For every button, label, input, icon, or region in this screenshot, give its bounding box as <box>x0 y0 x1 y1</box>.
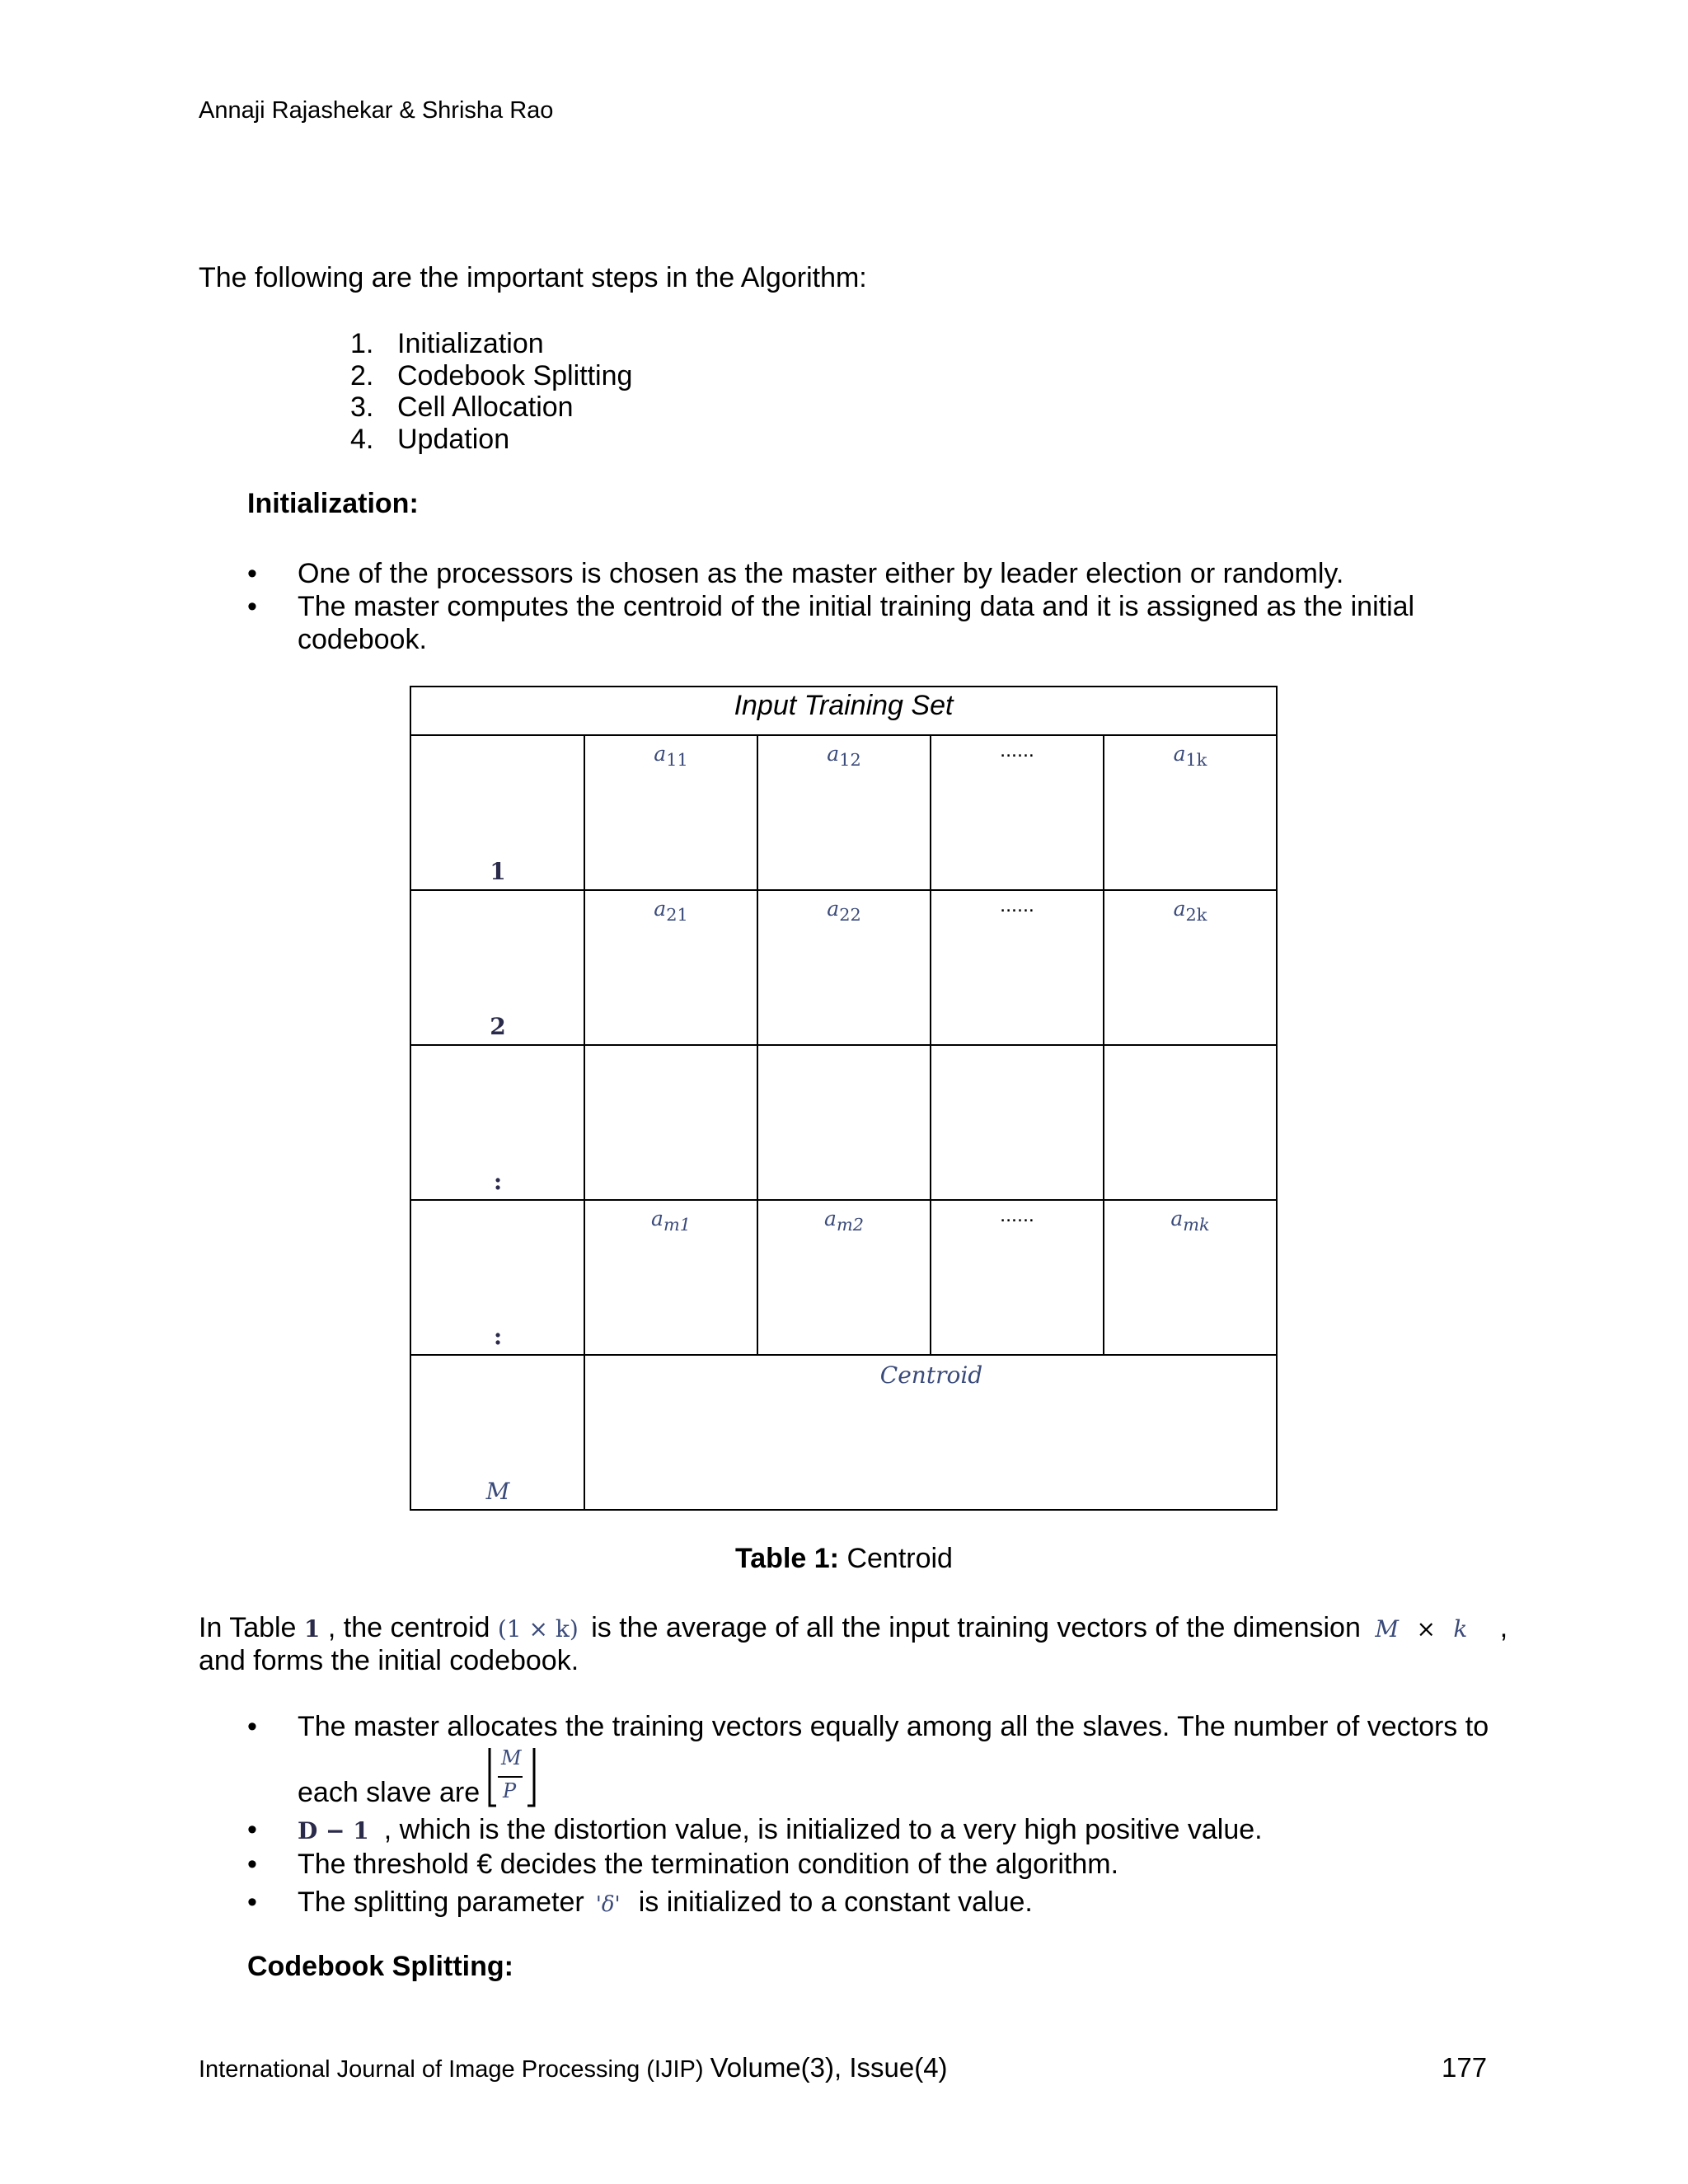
running-header: Annaji Rajashekar & Shrisha Rao <box>199 97 554 124</box>
step-item: 4. Updation <box>350 423 510 455</box>
row-label: M <box>485 1478 510 1505</box>
table-cell: ...... <box>1000 1203 1034 1226</box>
table-rule <box>930 734 931 1354</box>
bullet-item: • The splitting parameter 'δ' is initialized to a constant value. <box>247 1886 1033 1918</box>
intro-text: The following are the important steps in the Algorithm: <box>199 262 867 293</box>
distortion-bullets <box>247 1813 1263 1921</box>
table-cell: $a_{2k}$ <box>1173 897 1207 925</box>
bullet-icon: • <box>247 1711 257 1742</box>
table-caption: Table 1: Centroid <box>735 1543 953 1574</box>
table-cell: $a_{m2}$ <box>824 1207 864 1235</box>
fraction-numerator: M <box>501 1746 522 1769</box>
initialization-heading: Initialization: <box>247 488 419 519</box>
input-training-set-table <box>410 686 1278 1511</box>
table-rule <box>1103 734 1104 1354</box>
bullet-continuation: each slave are <box>298 1777 481 1808</box>
bullet-icon: • <box>247 1814 257 1845</box>
table-cell: $a_{1k}$ <box>1173 742 1207 770</box>
table-cell: $a_{22}$ <box>827 897 861 925</box>
table-cell: $a_{mk}$ <box>1170 1207 1210 1235</box>
table-rule <box>411 1354 1276 1356</box>
table-rule <box>411 734 1276 736</box>
table-rule <box>411 1044 1276 1046</box>
row-label: 1 <box>490 858 506 885</box>
bullet-icon: • <box>247 1886 257 1918</box>
fraction-denominator: P <box>503 1779 517 1802</box>
page-number: 177 <box>1442 2052 1488 2083</box>
table-cell: $a_{21}$ <box>654 897 688 925</box>
row-label: : <box>493 1323 503 1350</box>
floor-fraction <box>485 1745 539 1809</box>
step-item: 1. Initialization <box>350 328 544 359</box>
bullet-item: • One of the processors is chosen as the master either by leader election or randomly. <box>247 558 1344 589</box>
bullet-icon: • <box>247 591 257 622</box>
paragraph-line: In Table 1 , the centroid (1 × k) is the average of all the input training vectors of the dimension M × k , <box>199 1612 1508 1643</box>
row-label: : <box>493 1168 503 1195</box>
bullet-item: • The master computes the centroid of the initial training data and it is assigned as the initial <box>247 591 1415 622</box>
step-item: 3. Cell Allocation <box>350 391 574 423</box>
codebook-splitting-heading: Codebook Splitting: <box>247 1951 513 1982</box>
footer-journal: International Journal of Image Processing (IJIP) Volume(3), Issue(4) <box>199 2052 948 2083</box>
allocation-bullets <box>247 1710 1489 1743</box>
table-rule <box>411 1199 1276 1201</box>
table-cell: ...... <box>1000 738 1034 762</box>
initialization-bullets <box>247 557 1414 656</box>
table-rule <box>757 734 758 1354</box>
bullet-icon: • <box>247 558 257 589</box>
row-label: 2 <box>490 1013 506 1040</box>
bullet-item: • The master allocates the training vectors equally among all the slaves. The number of vectors to <box>247 1711 1489 1742</box>
table-cell: ...... <box>1000 893 1034 916</box>
table-title: Input Training Set <box>734 690 954 721</box>
table-rule <box>584 734 585 1511</box>
paragraph-line: and forms the initial codebook. <box>199 1645 579 1676</box>
bullet-continuation: codebook. <box>298 624 427 655</box>
centroid-cell: Centroid <box>879 1361 983 1389</box>
table-cell: $a_{m1}$ <box>651 1207 691 1235</box>
step-item: 2. Codebook Splitting <box>350 359 633 391</box>
table-rule <box>411 889 1276 891</box>
bullet-icon: • <box>247 1849 257 1880</box>
bullet-item: • The threshold € decides the termination condition of the algorithm. <box>247 1849 1119 1880</box>
table-cell: $a_{12}$ <box>827 742 861 770</box>
steps-list <box>350 328 632 455</box>
table-cell: $a_{11}$ <box>654 742 688 770</box>
bullet-item: • D − 1 , which is the distortion value, is initialized to a very high positive value. <box>247 1814 1263 1845</box>
